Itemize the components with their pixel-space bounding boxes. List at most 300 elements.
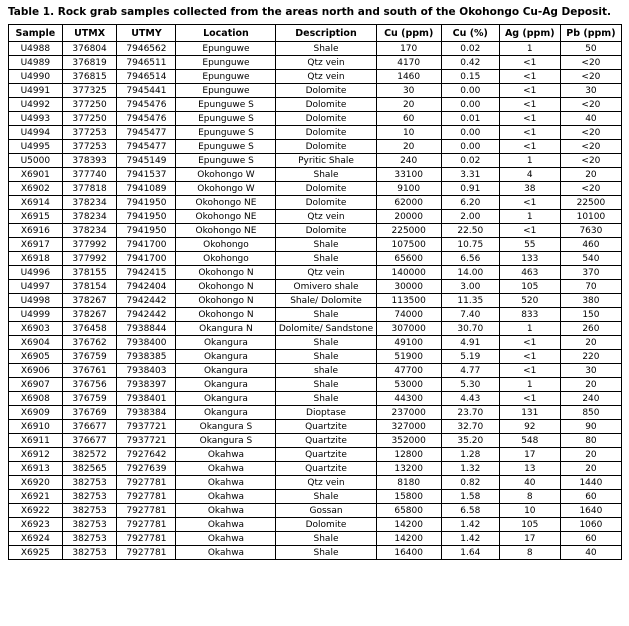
cell-utmy: 7942442: [117, 308, 176, 322]
cell-cu-pct: 1.42: [441, 532, 499, 546]
cell-utmy: 7938400: [117, 336, 176, 350]
cell-pb-ppm: 260: [560, 322, 621, 336]
cell-pb-ppm: <20: [560, 126, 621, 140]
cell-location: Okangura: [176, 350, 276, 364]
cell-location: Epunguwe S: [176, 140, 276, 154]
cell-utmx: 382753: [62, 504, 117, 518]
cell-utmy: 7945477: [117, 140, 176, 154]
cell-utmy: 7927642: [117, 448, 176, 462]
cell-description: Shale: [276, 308, 376, 322]
cell-cu-pct: 4.91: [441, 336, 499, 350]
cell-ag-ppm: 40: [499, 476, 560, 490]
cell-pb-ppm: 60: [560, 532, 621, 546]
cell-cu-pct: 1.58: [441, 490, 499, 504]
cell-ag-ppm: 520: [499, 294, 560, 308]
cell-sample: U4993: [9, 112, 63, 126]
column-header-utmy: UTMY: [117, 25, 176, 42]
table-row: [9, 336, 622, 350]
cell-pb-ppm: 1440: [560, 476, 621, 490]
cell-utmx: 382753: [62, 518, 117, 532]
cell-pb-ppm: 30: [560, 84, 621, 98]
cell-description: shale: [276, 364, 376, 378]
table-row: [9, 490, 622, 504]
cell-cu-pct: 5.19: [441, 350, 499, 364]
cell-cu-pct: 2.00: [441, 210, 499, 224]
cell-location: Epunguwe S: [176, 154, 276, 168]
cell-utmy: 7927781: [117, 476, 176, 490]
cell-utmy: 7927781: [117, 490, 176, 504]
cell-location: Okohongo: [176, 252, 276, 266]
cell-ag-ppm: <1: [499, 196, 560, 210]
cell-cu-ppm: 113500: [376, 294, 441, 308]
table-row: [9, 322, 622, 336]
cell-cu-pct: 35.20: [441, 434, 499, 448]
cell-sample: U4990: [9, 70, 63, 84]
cell-sample: X6905: [9, 350, 63, 364]
cell-sample: U4997: [9, 280, 63, 294]
cell-utmx: 378234: [62, 196, 117, 210]
cell-utmx: 378393: [62, 154, 117, 168]
cell-description: Shale: [276, 546, 376, 560]
cell-description: Shale: [276, 238, 376, 252]
cell-utmy: 7927781: [117, 532, 176, 546]
cell-ag-ppm: 1: [499, 378, 560, 392]
cell-cu-pct: 1.28: [441, 448, 499, 462]
cell-cu-ppm: 107500: [376, 238, 441, 252]
cell-utmy: 7946514: [117, 70, 176, 84]
cell-sample: X6906: [9, 364, 63, 378]
cell-sample: X6917: [9, 238, 63, 252]
cell-location: Okohongo NE: [176, 210, 276, 224]
cell-pb-ppm: 20: [560, 448, 621, 462]
table-row: [9, 420, 622, 434]
table-row: [9, 98, 622, 112]
cell-sample: U4992: [9, 98, 63, 112]
table-row: [9, 210, 622, 224]
cell-description: Dolomite: [276, 98, 376, 112]
cell-utmx: 376815: [62, 70, 117, 84]
table-row: [9, 182, 622, 196]
cell-utmx: 377253: [62, 140, 117, 154]
cell-description: Shale: [276, 336, 376, 350]
cell-cu-pct: 6.20: [441, 196, 499, 210]
cell-pb-ppm: 22500: [560, 196, 621, 210]
cell-cu-pct: 1.64: [441, 546, 499, 560]
cell-utmy: 7941950: [117, 210, 176, 224]
cell-utmy: 7937721: [117, 420, 176, 434]
cell-sample: X6908: [9, 392, 63, 406]
cell-utmy: 7937721: [117, 434, 176, 448]
table-row: [9, 364, 622, 378]
cell-pb-ppm: 240: [560, 392, 621, 406]
table-row: [9, 56, 622, 70]
cell-location: Epunguwe S: [176, 112, 276, 126]
cell-location: Okahwa: [176, 546, 276, 560]
cell-ag-ppm: 463: [499, 266, 560, 280]
cell-cu-ppm: 170: [376, 42, 441, 56]
cell-utmx: 377992: [62, 238, 117, 252]
cell-pb-ppm: 370: [560, 266, 621, 280]
table-row: [9, 112, 622, 126]
cell-utmx: 382753: [62, 490, 117, 504]
cell-utmy: 7945477: [117, 126, 176, 140]
cell-utmy: 7946511: [117, 56, 176, 70]
cell-location: Okohongo N: [176, 280, 276, 294]
table-row: [9, 168, 622, 182]
cell-description: Qtz vein: [276, 70, 376, 84]
cell-utmx: 378154: [62, 280, 117, 294]
cell-cu-ppm: 307000: [376, 322, 441, 336]
cell-utmx: 377325: [62, 84, 117, 98]
cell-description: Dolomite: [276, 112, 376, 126]
cell-ag-ppm: 1: [499, 154, 560, 168]
cell-utmy: 7938403: [117, 364, 176, 378]
cell-ag-ppm: 8: [499, 490, 560, 504]
cell-utmy: 7927781: [117, 518, 176, 532]
cell-cu-pct: 0.82: [441, 476, 499, 490]
cell-utmy: 7938385: [117, 350, 176, 364]
cell-ag-ppm: 1: [499, 322, 560, 336]
cell-description: Dolomite/ Sandstone: [276, 322, 376, 336]
cell-sample: U4999: [9, 308, 63, 322]
cell-description: Dolomite: [276, 84, 376, 98]
cell-cu-ppm: 240: [376, 154, 441, 168]
cell-pb-ppm: 380: [560, 294, 621, 308]
cell-sample: X6924: [9, 532, 63, 546]
cell-location: Okohongo NE: [176, 224, 276, 238]
cell-sample: X6909: [9, 406, 63, 420]
cell-utmx: 376762: [62, 336, 117, 350]
table-row: [9, 154, 622, 168]
cell-description: Dolomite: [276, 518, 376, 532]
cell-utmy: 7941089: [117, 182, 176, 196]
cell-ag-ppm: 8: [499, 546, 560, 560]
cell-sample: X6913: [9, 462, 63, 476]
table-row: [9, 84, 622, 98]
cell-ag-ppm: <1: [499, 56, 560, 70]
cell-pb-ppm: 850: [560, 406, 621, 420]
cell-utmx: 378155: [62, 266, 117, 280]
cell-description: Shale: [276, 42, 376, 56]
cell-pb-ppm: 20: [560, 168, 621, 182]
cell-sample: X6920: [9, 476, 63, 490]
cell-sample: U4996: [9, 266, 63, 280]
column-header-cu-pct: Cu (%): [441, 25, 499, 42]
cell-sample: X6915: [9, 210, 63, 224]
cell-location: Okangura: [176, 392, 276, 406]
cell-pb-ppm: 40: [560, 546, 621, 560]
cell-sample: U5000: [9, 154, 63, 168]
cell-utmy: 7941537: [117, 168, 176, 182]
cell-pb-ppm: 1060: [560, 518, 621, 532]
cell-utmx: 382565: [62, 462, 117, 476]
cell-utmy: 7941950: [117, 196, 176, 210]
cell-description: Qtz vein: [276, 476, 376, 490]
cell-location: Okangura: [176, 406, 276, 420]
cell-cu-pct: 14.00: [441, 266, 499, 280]
cell-cu-pct: 0.42: [441, 56, 499, 70]
column-header-sample: Sample: [9, 25, 63, 42]
cell-utmy: 7942404: [117, 280, 176, 294]
cell-utmx: 377250: [62, 98, 117, 112]
cell-location: Okangura S: [176, 434, 276, 448]
cell-description: Pyritic Shale: [276, 154, 376, 168]
cell-description: Quartzite: [276, 434, 376, 448]
cell-cu-pct: 22.50: [441, 224, 499, 238]
cell-utmx: 376759: [62, 350, 117, 364]
cell-cu-pct: 1.42: [441, 518, 499, 532]
cell-cu-ppm: 44300: [376, 392, 441, 406]
cell-description: Qtz vein: [276, 210, 376, 224]
cell-sample: U4995: [9, 140, 63, 154]
cell-cu-ppm: 9100: [376, 182, 441, 196]
cell-cu-pct: 0.02: [441, 154, 499, 168]
cell-utmy: 7941700: [117, 238, 176, 252]
table-row: [9, 266, 622, 280]
cell-description: Shale: [276, 168, 376, 182]
cell-cu-ppm: 225000: [376, 224, 441, 238]
cell-cu-pct: 10.75: [441, 238, 499, 252]
table-row: [9, 42, 622, 56]
cell-cu-ppm: 60: [376, 112, 441, 126]
cell-sample: X6925: [9, 546, 63, 560]
cell-ag-ppm: <1: [499, 140, 560, 154]
cell-utmx: 376761: [62, 364, 117, 378]
cell-utmx: 378234: [62, 224, 117, 238]
cell-location: Okahwa: [176, 462, 276, 476]
cell-sample: X6910: [9, 420, 63, 434]
cell-ag-ppm: 105: [499, 518, 560, 532]
table-header-row: [9, 25, 622, 42]
cell-sample: X6923: [9, 518, 63, 532]
cell-pb-ppm: 220: [560, 350, 621, 364]
rock-grab-samples-table: [8, 24, 622, 560]
cell-utmx: 382753: [62, 532, 117, 546]
cell-utmy: 7945476: [117, 112, 176, 126]
cell-pb-ppm: <20: [560, 70, 621, 84]
cell-cu-ppm: 74000: [376, 308, 441, 322]
cell-sample: U4998: [9, 294, 63, 308]
cell-location: Epunguwe: [176, 56, 276, 70]
cell-cu-pct: 5.30: [441, 378, 499, 392]
cell-cu-ppm: 14200: [376, 532, 441, 546]
cell-description: Quartzite: [276, 420, 376, 434]
cell-ag-ppm: <1: [499, 126, 560, 140]
cell-cu-ppm: 237000: [376, 406, 441, 420]
column-header-location: Location: [176, 25, 276, 42]
cell-location: Okahwa: [176, 448, 276, 462]
cell-sample: X6914: [9, 196, 63, 210]
column-header-ag-ppm: Ag (ppm): [499, 25, 560, 42]
cell-ag-ppm: 10: [499, 504, 560, 518]
cell-sample: X6912: [9, 448, 63, 462]
cell-pb-ppm: 70: [560, 280, 621, 294]
cell-pb-ppm: 150: [560, 308, 621, 322]
cell-ag-ppm: 17: [499, 532, 560, 546]
table-row: [9, 238, 622, 252]
cell-cu-ppm: 4170: [376, 56, 441, 70]
cell-location: Epunguwe: [176, 84, 276, 98]
cell-ag-ppm: 55: [499, 238, 560, 252]
column-header-pb-ppm: Pb (ppm): [560, 25, 621, 42]
cell-utmy: 7945476: [117, 98, 176, 112]
cell-cu-pct: 0.00: [441, 84, 499, 98]
table-row: [9, 224, 622, 238]
cell-utmx: 376759: [62, 392, 117, 406]
cell-utmx: 377253: [62, 126, 117, 140]
cell-sample: U4991: [9, 84, 63, 98]
cell-utmx: 377250: [62, 112, 117, 126]
cell-location: Okangura: [176, 364, 276, 378]
cell-utmy: 7942415: [117, 266, 176, 280]
cell-description: Quartzite: [276, 448, 376, 462]
cell-description: Dolomite: [276, 196, 376, 210]
cell-sample: X6918: [9, 252, 63, 266]
cell-utmx: 376756: [62, 378, 117, 392]
cell-utmx: 382753: [62, 546, 117, 560]
cell-cu-pct: 4.77: [441, 364, 499, 378]
cell-sample: U4994: [9, 126, 63, 140]
cell-location: Okohongo N: [176, 308, 276, 322]
cell-cu-ppm: 14200: [376, 518, 441, 532]
cell-location: Okohongo NE: [176, 196, 276, 210]
cell-ag-ppm: 833: [499, 308, 560, 322]
cell-ag-ppm: <1: [499, 364, 560, 378]
cell-cu-pct: 0.00: [441, 98, 499, 112]
table-row: [9, 308, 622, 322]
cell-sample: X6916: [9, 224, 63, 238]
table-row: [9, 70, 622, 84]
cell-sample: X6902: [9, 182, 63, 196]
cell-ag-ppm: 13: [499, 462, 560, 476]
cell-location: Okohongo: [176, 238, 276, 252]
cell-ag-ppm: <1: [499, 336, 560, 350]
cell-location: Okahwa: [176, 518, 276, 532]
cell-location: Epunguwe: [176, 42, 276, 56]
cell-cu-ppm: 49100: [376, 336, 441, 350]
cell-utmx: 378234: [62, 210, 117, 224]
cell-description: Dolomite: [276, 182, 376, 196]
cell-cu-pct: 6.58: [441, 504, 499, 518]
table-caption: Table 1. Rock grab samples collected from the areas north and south of the Okohongo Cu-Ag Deposit.: [8, 6, 611, 18]
cell-ag-ppm: <1: [499, 112, 560, 126]
cell-utmy: 7938844: [117, 322, 176, 336]
cell-cu-ppm: 47700: [376, 364, 441, 378]
cell-pb-ppm: 80: [560, 434, 621, 448]
cell-cu-ppm: 1460: [376, 70, 441, 84]
cell-sample: X6922: [9, 504, 63, 518]
cell-cu-pct: 7.40: [441, 308, 499, 322]
cell-cu-ppm: 352000: [376, 434, 441, 448]
cell-utmy: 7927639: [117, 462, 176, 476]
cell-cu-ppm: 20000: [376, 210, 441, 224]
cell-sample: U4989: [9, 56, 63, 70]
cell-description: Omivero shale: [276, 280, 376, 294]
cell-cu-ppm: 140000: [376, 266, 441, 280]
cell-utmy: 7945149: [117, 154, 176, 168]
cell-cu-ppm: 8180: [376, 476, 441, 490]
cell-cu-ppm: 65600: [376, 252, 441, 266]
cell-cu-ppm: 62000: [376, 196, 441, 210]
table-row: [9, 462, 622, 476]
cell-utmy: 7927781: [117, 546, 176, 560]
table-row: [9, 280, 622, 294]
cell-location: Okohongo N: [176, 266, 276, 280]
table-row: [9, 378, 622, 392]
cell-cu-ppm: 10: [376, 126, 441, 140]
cell-description: Qtz vein: [276, 56, 376, 70]
cell-utmx: 376804: [62, 42, 117, 56]
cell-description: Dolomite: [276, 126, 376, 140]
cell-pb-ppm: 40: [560, 112, 621, 126]
cell-utmy: 7927781: [117, 504, 176, 518]
table-row: [9, 126, 622, 140]
table-body: [9, 42, 622, 560]
cell-cu-pct: 0.02: [441, 42, 499, 56]
cell-pb-ppm: 30: [560, 364, 621, 378]
cell-cu-pct: 0.00: [441, 140, 499, 154]
cell-sample: X6911: [9, 434, 63, 448]
cell-cu-pct: 0.15: [441, 70, 499, 84]
cell-sample: X6904: [9, 336, 63, 350]
table-row: [9, 294, 622, 308]
cell-description: Shale: [276, 532, 376, 546]
cell-cu-ppm: 53000: [376, 378, 441, 392]
cell-cu-pct: 3.00: [441, 280, 499, 294]
cell-pb-ppm: 90: [560, 420, 621, 434]
table-row: [9, 546, 622, 560]
cell-description: Shale: [276, 252, 376, 266]
cell-pb-ppm: 60: [560, 490, 621, 504]
cell-location: Okangura: [176, 336, 276, 350]
cell-pb-ppm: <20: [560, 182, 621, 196]
table-row: [9, 196, 622, 210]
cell-cu-ppm: 20: [376, 98, 441, 112]
cell-pb-ppm: 460: [560, 238, 621, 252]
cell-ag-ppm: 17: [499, 448, 560, 462]
cell-pb-ppm: <20: [560, 154, 621, 168]
cell-cu-ppm: 15800: [376, 490, 441, 504]
cell-location: Epunguwe S: [176, 98, 276, 112]
cell-cu-pct: 3.31: [441, 168, 499, 182]
cell-utmx: 376819: [62, 56, 117, 70]
cell-description: Dolomite: [276, 140, 376, 154]
cell-cu-ppm: 20: [376, 140, 441, 154]
cell-description: Gossan: [276, 504, 376, 518]
cell-ag-ppm: <1: [499, 70, 560, 84]
cell-utmx: 377818: [62, 182, 117, 196]
cell-ag-ppm: 38: [499, 182, 560, 196]
cell-cu-pct: 0.01: [441, 112, 499, 126]
cell-sample: X6901: [9, 168, 63, 182]
cell-utmy: 7946562: [117, 42, 176, 56]
cell-location: Okohongo N: [176, 294, 276, 308]
cell-ag-ppm: 92: [499, 420, 560, 434]
table-row: [9, 140, 622, 154]
cell-location: Epunguwe: [176, 70, 276, 84]
cell-cu-ppm: 33100: [376, 168, 441, 182]
cell-utmx: 376769: [62, 406, 117, 420]
cell-pb-ppm: <20: [560, 56, 621, 70]
cell-description: Dioptase: [276, 406, 376, 420]
cell-description: Dolomite: [276, 224, 376, 238]
cell-pb-ppm: 50: [560, 42, 621, 56]
cell-utmy: 7942442: [117, 294, 176, 308]
cell-ag-ppm: <1: [499, 350, 560, 364]
cell-sample: X6903: [9, 322, 63, 336]
cell-pb-ppm: 20: [560, 462, 621, 476]
column-header-description: Description: [276, 25, 376, 42]
